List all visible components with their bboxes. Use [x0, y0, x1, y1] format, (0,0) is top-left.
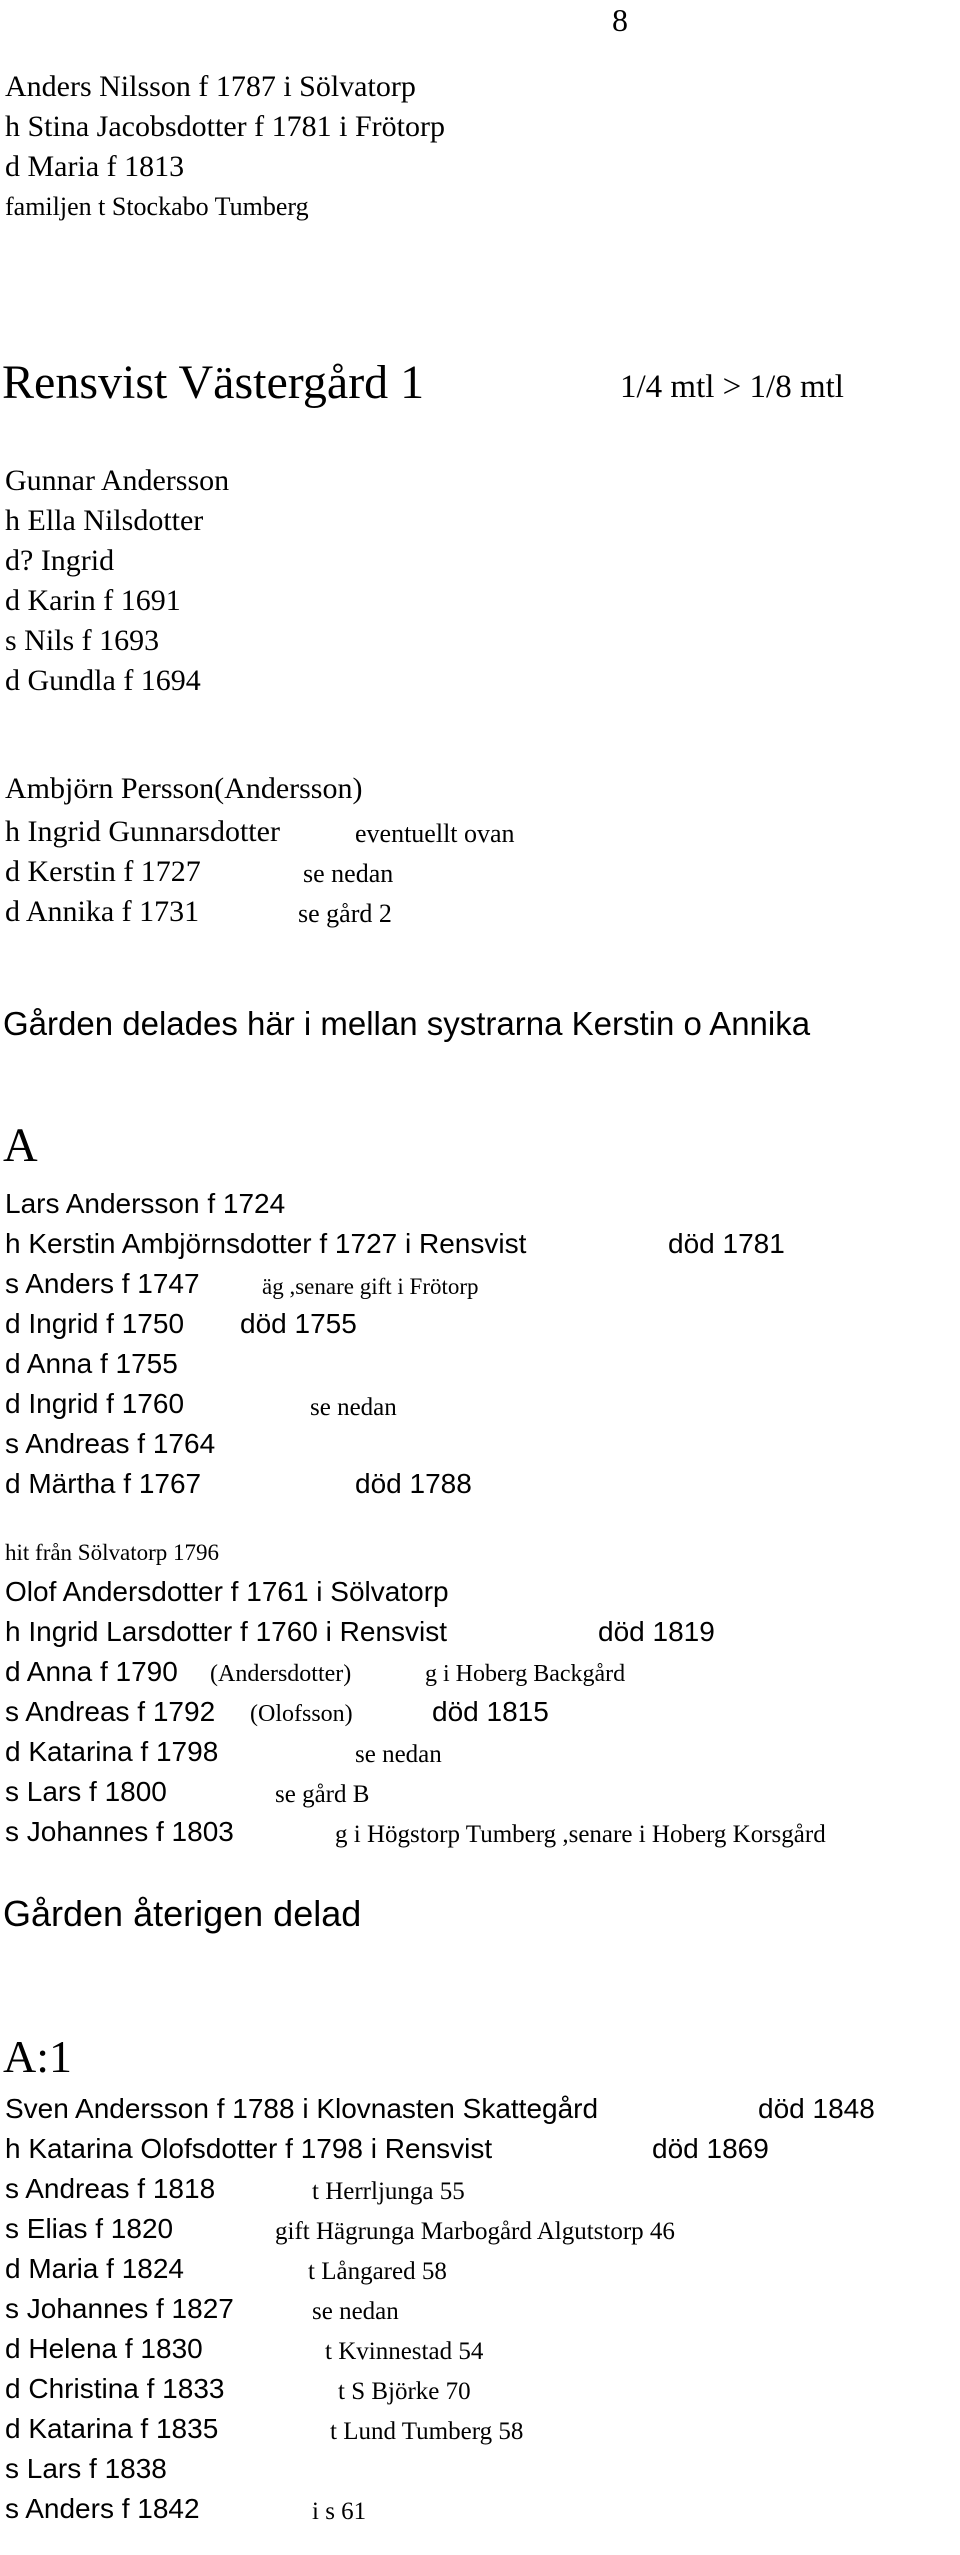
section-a1-line-5-note: t Långared 58 — [308, 2258, 447, 2285]
section-a-line-6-note: se nedan — [310, 1394, 397, 1421]
split-heading-1-line — [0, 1005, 960, 1055]
olof-line-3: d Anna f 1790 — [5, 1656, 178, 1687]
olof-line-6: s Lars f 1800 — [5, 1776, 167, 1807]
olof-line-5-note: se nedan — [355, 1741, 442, 1768]
section-a-line-1: Lars Andersson f 1724 — [5, 1188, 286, 1219]
top-line-1: Anders Nilsson f 1787 i Sölvatorp — [5, 70, 416, 103]
ambjorn-line-1: Ambjörn Persson(Andersson) — [5, 772, 363, 805]
section-a1-line-4: s Elias f 1820 — [5, 2213, 174, 2244]
section-a1-line-3-note: t Herrljunga 55 — [312, 2178, 465, 2205]
gunnar-line-2: h Ella Nilsdotter — [5, 504, 204, 537]
page-number: 8 — [612, 2, 628, 38]
ambjorn-line-3: d Kerstin f 1727 — [5, 855, 201, 888]
gunnar-line-6: d Gundla f 1694 — [5, 664, 201, 697]
ambjorn-line-4: d Annika f 1731 — [5, 895, 200, 928]
section-a1-line-8: d Christina f 1833 — [5, 2373, 225, 2404]
section-a1-line-9: d Katarina f 1835 — [5, 2413, 219, 2444]
section-a-line-5: d Anna f 1755 — [5, 1348, 178, 1379]
olof-line-2: h Ingrid Larsdotter f 1760 i Rensvist — [5, 1616, 448, 1647]
ambjorn-line-3-note: se nedan — [303, 859, 394, 888]
section-a-line-2: h Kerstin Ambjörnsdotter f 1727 i Rensvist — [5, 1228, 527, 1259]
gunnar-line-3: d? Ingrid — [5, 544, 115, 577]
olof-note: hit från Sölvatorp 1796 — [5, 1540, 219, 1565]
section-a1-line-3: s Andreas f 1818 — [5, 2173, 216, 2204]
top-line-4: familjen t Stockabo Tumberg — [5, 192, 309, 221]
section-a-line-7: s Andreas f 1764 — [5, 1428, 216, 1459]
section-a1-line-6-note: se nedan — [312, 2298, 399, 2325]
ambjorn-line-2-note: eventuellt ovan — [355, 819, 515, 848]
section-a-line-6: d Ingrid f 1760 — [5, 1388, 185, 1419]
olof-line-7-note: g i Högstorp Tumberg ,senare i Hoberg Korsgård — [335, 1821, 826, 1848]
section-a-line-3: s Anders f 1747 — [5, 1268, 200, 1299]
olof-line-4-death: död 1815 — [432, 1696, 549, 1727]
split-heading-1: Gården delades här i mellan systrarna Kerstin o Annika — [3, 1005, 811, 1042]
olof-line-3-note: g i Hoberg Backgård — [425, 1661, 626, 1687]
split-heading-2: Gården återigen delad — [3, 1893, 362, 1934]
olof-line-7: s Johannes f 1803 — [5, 1816, 234, 1847]
section-a-line-8: d Märtha f 1767 — [5, 1468, 202, 1499]
olof-line-2-death: död 1819 — [598, 1616, 715, 1647]
page-number-line — [0, 2, 960, 44]
section-a-line-2-death: död 1781 — [668, 1228, 785, 1259]
section-a1-label: A:1 — [3, 2031, 72, 2082]
section-a1-line-7-note: t Kvinnestad 54 — [325, 2338, 484, 2365]
farm-title: Rensvist Västergård 1 — [2, 356, 425, 409]
section-a1-line-11: s Anders f 1842 — [5, 2493, 200, 2524]
section-a1-line-7: d Helena f 1830 — [5, 2333, 203, 2364]
gunnar-line-1: Gunnar Andersson — [5, 464, 230, 497]
olof-line-4-paren: (Olofsson) — [250, 1701, 353, 1727]
section-a-line-4-death: död 1755 — [240, 1308, 357, 1339]
section-a-line-4: d Ingrid f 1750 — [5, 1308, 185, 1339]
section-a1-line-6: s Johannes f 1827 — [5, 2293, 234, 2324]
split-heading-2-line — [0, 1893, 960, 1943]
section-a1-line-5: d Maria f 1824 — [5, 2253, 184, 2284]
section-a-line-3-note: äg ,senare gift i Frötorp — [262, 1274, 479, 1299]
section-a1-line-4-note: gift Hägrunga Marbogård Algutstorp 46 — [275, 2218, 675, 2245]
section-a1-line-2-death: död 1869 — [652, 2133, 769, 2164]
gunnar-line-5: s Nils f 1693 — [5, 624, 160, 657]
farm-size: 1/4 mtl > 1/8 mtl — [620, 369, 844, 405]
gunnar-line-4: d Karin f 1691 — [5, 584, 181, 617]
section-a1-line-1-death: död 1848 — [758, 2093, 875, 2124]
olof-line-1: Olof Andersdotter f 1761 i Sölvatorp — [5, 1576, 449, 1607]
section-a-label: A — [3, 1119, 38, 1172]
ambjorn-line-2: h Ingrid Gunnarsdotter — [5, 815, 280, 848]
olof-line-3-paren: (Andersdotter) — [210, 1661, 352, 1687]
top-line-2: h Stina Jacobsdotter f 1781 i Frötorp — [5, 110, 445, 143]
section-a1-line-8-note: t S Björke 70 — [338, 2378, 471, 2405]
olof-line-5: d Katarina f 1798 — [5, 1736, 219, 1767]
farm-heading — [0, 355, 960, 415]
olof-line-6-note: se gård B — [275, 1781, 370, 1808]
ambjorn-line-4-note: se gård 2 — [298, 899, 392, 928]
section-a1-line-11-note: i s 61 — [312, 2498, 367, 2525]
section-a1-line-10: s Lars f 1838 — [5, 2453, 167, 2484]
top-line-3: d Maria f 1813 — [5, 150, 185, 183]
section-a1-line-2: h Katarina Olofsdotter f 1798 i Rensvist — [5, 2133, 493, 2164]
olof-line-4: s Andreas f 1792 — [5, 1696, 216, 1727]
section-a1-line-1: Sven Andersson f 1788 i Klovnasten Skattegård — [5, 2093, 599, 2124]
section-a1-line-9-note: t Lund Tumberg 58 — [330, 2418, 524, 2445]
section-a-line-8-death: död 1788 — [355, 1468, 472, 1499]
